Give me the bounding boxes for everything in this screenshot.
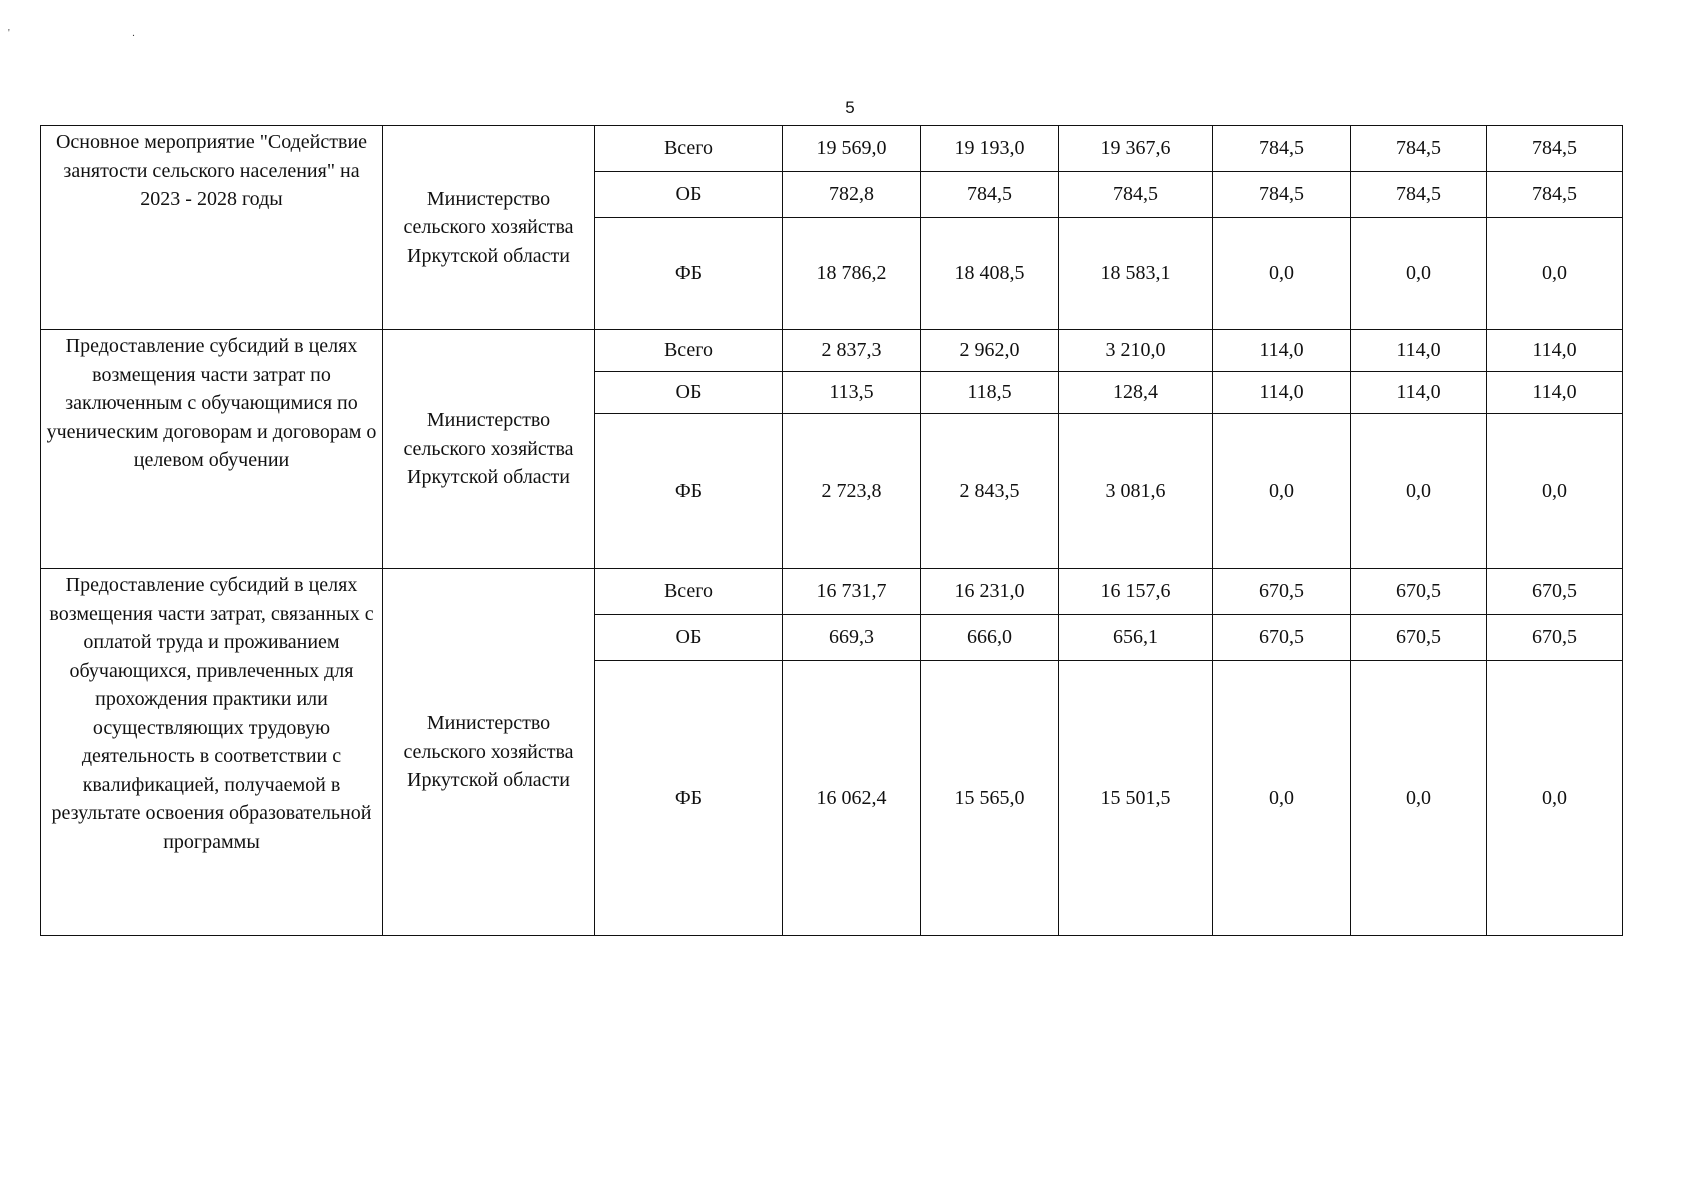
- value-cell: 114,0: [1351, 372, 1487, 414]
- value-cell: 114,0: [1213, 330, 1351, 372]
- value-cell: 113,5: [783, 372, 921, 414]
- table-row: [41, 330, 1623, 372]
- value-cell: 2 843,5: [921, 414, 1059, 569]
- value-cell: 784,5: [1213, 126, 1351, 172]
- value-cell: 18 786,2: [783, 218, 921, 330]
- value-cell: 16 157,6: [1059, 569, 1213, 615]
- value-cell: 0,0: [1213, 414, 1351, 569]
- value-cell: 2 723,8: [783, 414, 921, 569]
- page-number: 5: [845, 98, 855, 117]
- value-cell: 784,5: [1351, 126, 1487, 172]
- value-cell: 19 193,0: [921, 126, 1059, 172]
- value-cell: 114,0: [1487, 372, 1623, 414]
- value-cell: 16 062,4: [783, 661, 921, 936]
- value-cell: 784,5: [1351, 172, 1487, 218]
- value-cell: 114,0: [1213, 372, 1351, 414]
- value-cell: 3 081,6: [1059, 414, 1213, 569]
- value-cell: 118,5: [921, 372, 1059, 414]
- measure-name-cell: Основное мероприятие "Содействие занятости сельского населения" на 2023 - 2028 годы: [41, 126, 383, 330]
- table-row: [41, 126, 1623, 172]
- source-cell: ФБ: [595, 661, 783, 936]
- source-cell: ОБ: [595, 372, 783, 414]
- value-cell: 670,5: [1213, 569, 1351, 615]
- source-cell: ОБ: [595, 615, 783, 661]
- value-cell: 18 583,1: [1059, 218, 1213, 330]
- executor-cell: Министерство сельского хозяйства Иркутской области: [383, 330, 595, 569]
- value-cell: 114,0: [1487, 330, 1623, 372]
- source-cell: Всего: [595, 126, 783, 172]
- source-cell: ФБ: [595, 414, 783, 569]
- source-cell: ФБ: [595, 218, 783, 330]
- value-cell: 2 837,3: [783, 330, 921, 372]
- value-cell: 0,0: [1351, 218, 1487, 330]
- value-cell: 19 367,6: [1059, 126, 1213, 172]
- value-cell: 0,0: [1351, 414, 1487, 569]
- value-cell: 784,5: [1487, 126, 1623, 172]
- value-cell: 114,0: [1351, 330, 1487, 372]
- value-cell: 669,3: [783, 615, 921, 661]
- budget-table: [40, 125, 1623, 936]
- value-cell: 0,0: [1351, 661, 1487, 936]
- value-cell: 670,5: [1351, 615, 1487, 661]
- value-cell: 782,8: [783, 172, 921, 218]
- value-cell: 784,5: [1487, 172, 1623, 218]
- measure-name-cell: Предоставление субсидий в целях возмещения части затрат, связанных с оплатой труда и проживанием обучающихся, привлеченных для прохождения практики или осуществляющих трудовую деятельность в соответствии с квалификацией, получаемой в результате освоения образовательной программы: [41, 569, 383, 936]
- value-cell: 670,5: [1351, 569, 1487, 615]
- value-cell: 656,1: [1059, 615, 1213, 661]
- value-cell: 15 501,5: [1059, 661, 1213, 936]
- value-cell: 784,5: [1213, 172, 1351, 218]
- value-cell: 19 569,0: [783, 126, 921, 172]
- scan-specks: ' .: [8, 28, 195, 39]
- value-cell: 670,5: [1487, 569, 1623, 615]
- value-cell: 0,0: [1213, 661, 1351, 936]
- executor-cell: Министерство сельского хозяйства Иркутской области: [383, 569, 595, 936]
- value-cell: 670,5: [1213, 615, 1351, 661]
- source-cell: Всего: [595, 330, 783, 372]
- value-cell: 666,0: [921, 615, 1059, 661]
- value-cell: 18 408,5: [921, 218, 1059, 330]
- value-cell: 3 210,0: [1059, 330, 1213, 372]
- executor-cell: Министерство сельского хозяйства Иркутской области: [383, 126, 595, 330]
- source-cell: Всего: [595, 569, 783, 615]
- value-cell: 0,0: [1487, 218, 1623, 330]
- value-cell: 16 231,0: [921, 569, 1059, 615]
- value-cell: 784,5: [921, 172, 1059, 218]
- value-cell: 2 962,0: [921, 330, 1059, 372]
- measure-name-cell: Предоставление субсидий в целях возмещения части затрат по заключенным с обучающимися по ученическим договорам и договорам о целевом обучении: [41, 330, 383, 569]
- table-row: [41, 569, 1623, 615]
- source-cell: ОБ: [595, 172, 783, 218]
- value-cell: 0,0: [1487, 414, 1623, 569]
- value-cell: 0,0: [1487, 661, 1623, 936]
- value-cell: 670,5: [1487, 615, 1623, 661]
- value-cell: 0,0: [1213, 218, 1351, 330]
- value-cell: 15 565,0: [921, 661, 1059, 936]
- value-cell: 784,5: [1059, 172, 1213, 218]
- value-cell: 16 731,7: [783, 569, 921, 615]
- value-cell: 128,4: [1059, 372, 1213, 414]
